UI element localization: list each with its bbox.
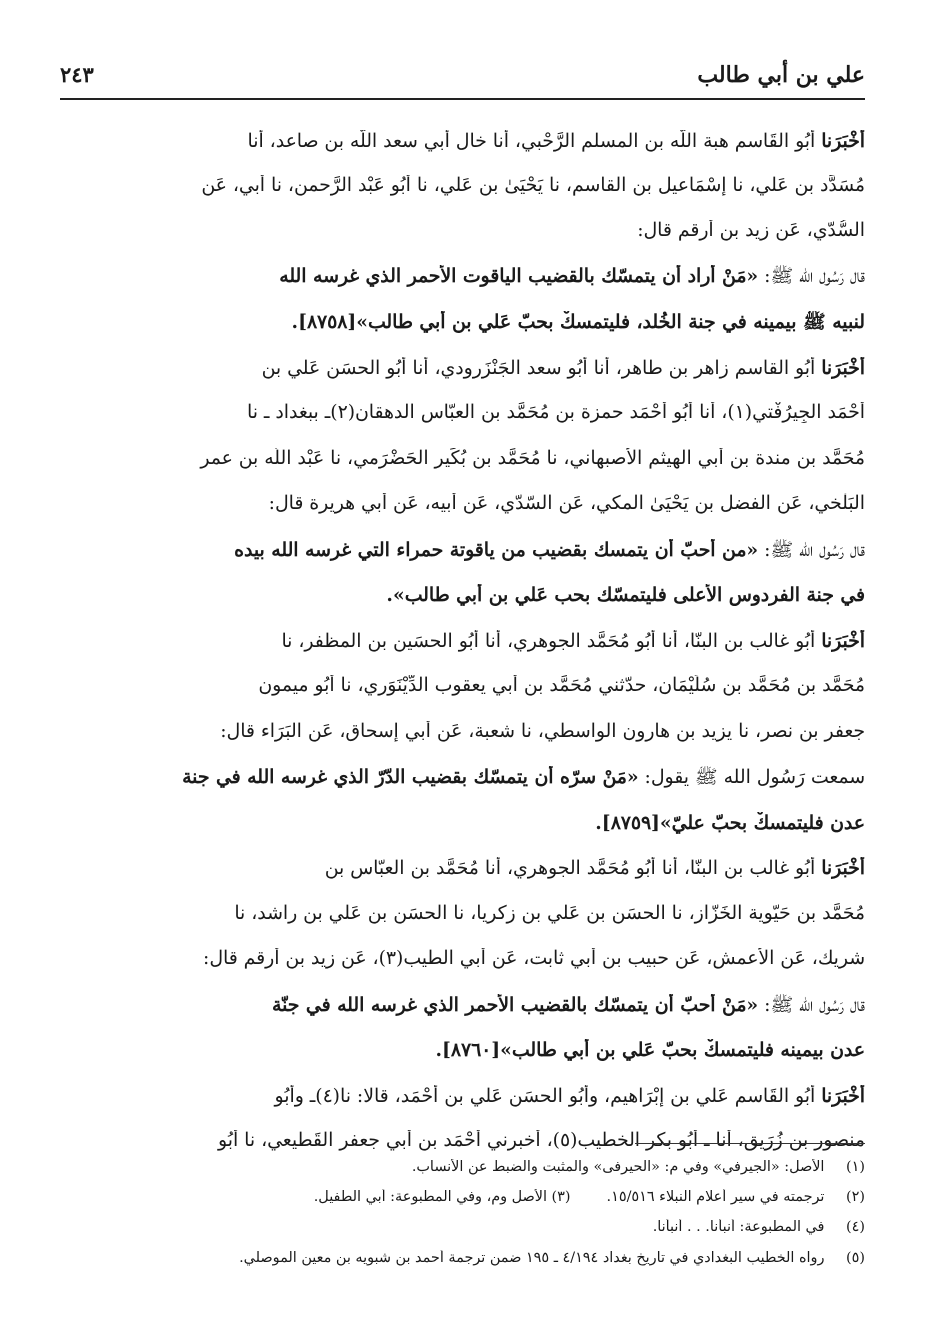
text-line: قال رَسُول الله ﷺ: «مَنْ أراد أن يتمسّك بالقضيب الياقوت الأحمر الذي غرسه الله [279,265,865,287]
text-line: سمعت رَسُول الله ﷺ يقول: «مَنْ سرّه أن يتمسّك بقضيب الدّرّ الذي غرسه الله في جنة [182,766,865,788]
text-line: مُحَمَّد بن مُحَمَّد بن سُلَيْمَان، حدّثني مُحَمَّد بن أبي يعقوب الدِّيْنَوَري، نا أبُو ميمون [258,675,865,696]
text-line: مُحَمَّد بن حَيّوية الخَزّاز، نا الحسَن بن عَلي بن زكريا، نا الحسَن بن عَلي بن راشد، نا [234,903,865,924]
footnote: (٥) رواه الخطيب البغدادي في تاريخ بغداد ٤/١٩٤ ـ ١٩٥ ضمن ترجمة أحمد بن شبويه بن معين الموصلي. [239,1250,865,1266]
footnote-divider [635,1143,865,1144]
running-title: علي بن أبي طالب [697,62,865,88]
text-line: لنبيه ﷺ بيمينه في جنة الخُلد، فليتمسكْ بحبّ عَلي بن أبي طالب»[٨٧٥٨]. [291,311,865,333]
text-line: شريك، عَن الأعمش، عَن حبيب بن أبي ثابت، عَن أبي الطيب(٣)، عَن زيد بن أرقم قال: [203,948,865,969]
text-line: السُّدّي، عَن زيد بن أرقم قال: [637,220,865,241]
text-line: عدن بيمينه فليتمسكْ بحبّ عَلي بن أبي طالب»[٨٧٦٠]. [435,1039,865,1061]
text-line: أخْبَرَنا أبُو غالب بن البنّا، أنا أبُو مُحَمَّد الجوهري، أنا أبُو الحسَين بن المظفر، نا [281,630,865,652]
text-line: منصور بن زُرَيق، أنا ـ أبُو بكر الخطيب(٥)، أخبرني أحْمَد بن أبي جعفر القَطيعي، نا أبُو [218,1130,865,1151]
text-line: مُحَمَّد بن مندة بن أبي الهيثم الأصبهاني، نا مُحَمَّد بن بُكَير الحَضْرَمي، نا عَبْد اللّه بن عمر [200,448,865,469]
text-line: أخْبَرَنا أبُو القَاسم هبة اللّه بن المسلم الرَّحْبي، أنا خال أبي سعد اللّه بن صاعد، أنا [247,130,865,152]
text-line: أحْمَد الجِيرُفْتي(١)، أنا أبُو أحْمَد حمزة بن مُحَمَّد بن العبّاس الدهقان(٢)ـ ببغداد ـ نا [247,402,865,423]
page-header [60,58,865,100]
text-line: قال رَسُول الله ﷺ: «من أحبّ أن يتمسك بقضيب من ياقوتة حمراء التي غرسه الله بيده [234,539,865,561]
text-line: قال رَسُول الله ﷺ: «مَنْ أحبّ أن يتمسّك بالقضيب الأحمر الذي غرسه الله في جنّة [272,994,865,1016]
text-line: عدن فليتمسكْ بحبّ عليّ»[٨٧٥٩]. [595,812,865,834]
footnote: (٤) في المطبوعة: أنبأنا. . . أنبأنا. [652,1219,865,1235]
text-line: أخْبَرَنا أبُو القَاسم عَلي بن إبْرَاهيم، وأبُو الحسَن عَلي بن أحْمَد، قالا: نا(٤)ـ وأبُو [274,1085,865,1107]
text-line: مُسَدَّد بن عَلي، نا إسْمَاعيل بن القاسم، نا يَحْيَىٰ بن عَلي، نا أبُو عَبْد الرَّحمن، نا أبي، عَن [201,175,865,196]
text-line: أخْبَرَنا أبُو غالب بن البنّا، أنا أبُو مُحَمَّد الجوهري، أنا مُحَمَّد بن العبّاس بن [324,857,865,879]
footnote: (٢) ترجمته في سير أعلام النبلاء ١٥/٥١٦.(٣) الأصل وم، وفي المطبوعة: أبي الطفيل. [313,1189,865,1205]
footnote: (١) الأصل: «الجيرفي» وفي م: «الحيرفى» والمثبت والضبط عن الأنساب. [411,1159,865,1175]
text-line: في جنة الفردوس الأعلى فليتمسّك بحب عَلي بن أبي طالب». [386,584,865,606]
page-number: ٢٤٣ [60,62,94,87]
text-line: جعفر بن نصر، نا يزيد بن هارون الواسطي، نا شعبة، عَن أبي إسحاق، عَن البَرَاء قال: [220,721,865,742]
text-line: أخْبَرَنا أبُو القاسم زاهر بن طاهر، أنا أبُو سعد الجَنْزَرودي، أنا أبُو الحسَن عَلي بن [261,357,865,379]
text-line: البَلْخي، عَن الفضل بن يَحْيَىٰ المكي، عَن السّدّي، عَن أبيه، عَن أبي هريرة قال: [268,493,865,514]
